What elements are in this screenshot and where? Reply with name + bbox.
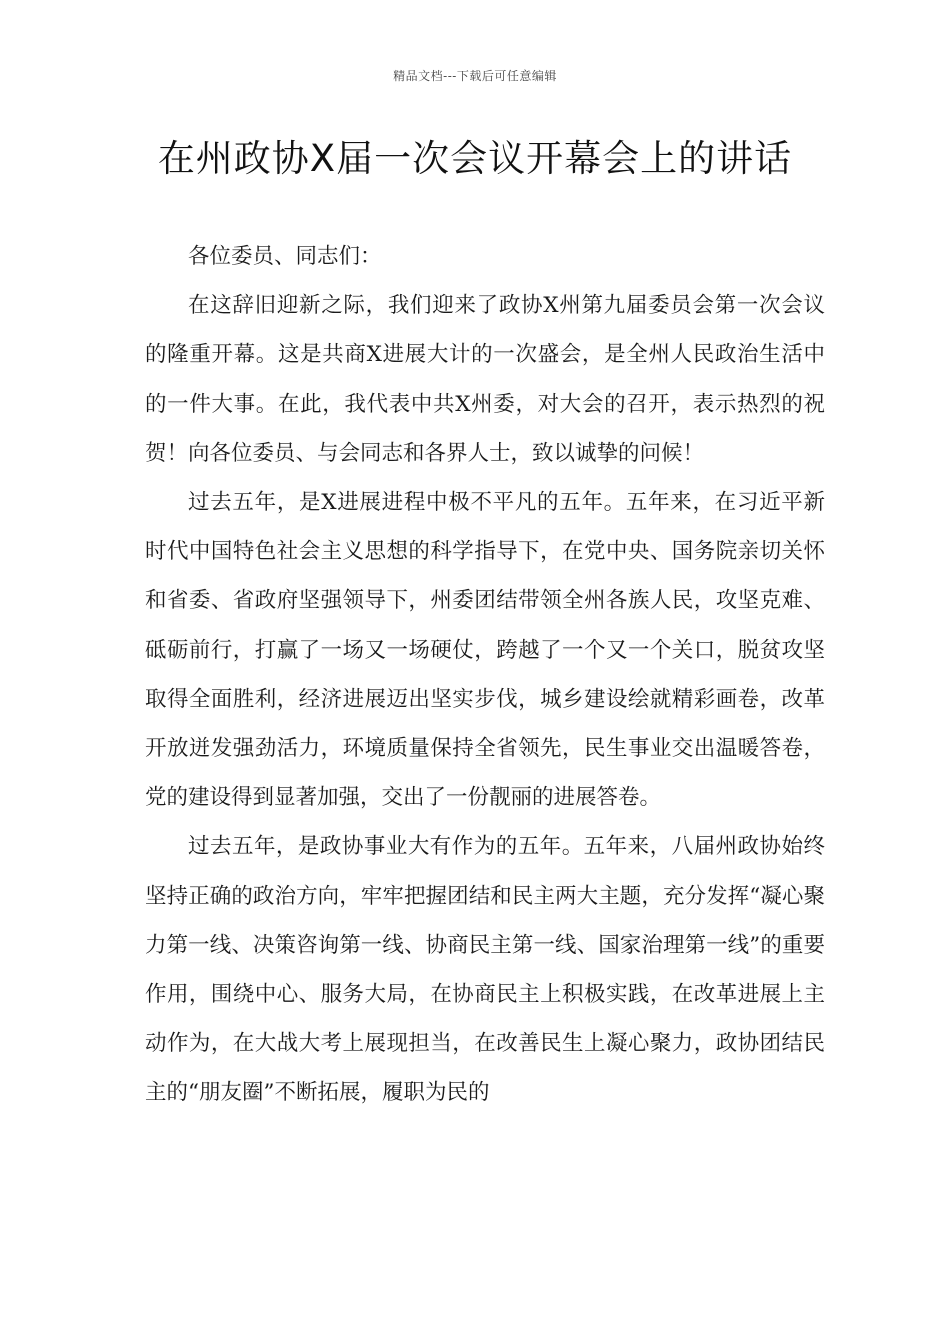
paragraph-3: 过去五年，是政协事业大有作为的五年。五年来，八届州政协始终坚持正确的政治方向，牢牢把握团结和民主两大主题，充分发挥“凝心聚力第一线、决策咨询第一线、协商民主第一线、国家治理第一线”的重要作用，围绕中心、服务大局，在协商民主上积极实践，在改革进展上主动作为，在大战大考上展现担当，在改善民生上凝心聚力，政协团结民主的“朋友圈”不断拓展，履职为民的 bbox=[145, 834, 825, 1106]
salutation: 各位委员、同志们： bbox=[188, 244, 382, 269]
paragraph-2: 过去五年，是X进展进程中极不平凡的五年。五年来，在习近平新时代中国特色社会主义思想的科学指导下，在党中央、国务院亲切关怀和省委、省政府坚强领导下，州委团结带领全州各族人民，攻坚克难、砥砺前行，打赢了一场又一场硬仗，跨越了一个又一个关口，脱贫攻坚取得全面胜利，经济进展迈出坚实步伐，城乡建设绘就精彩画卷，改革开放迸发强劲活力，环境质量保持全省领先，民生事业交出温暖答卷，党的建设得到显著加强，交出了一份靓丽的进展答卷。 bbox=[145, 490, 825, 811]
document-body bbox=[145, 232, 825, 1118]
header-note: 精品文档---下载后可任意编辑 bbox=[393, 69, 557, 83]
page-title: 在州政协X届一次会议开幕会上的讲话 bbox=[157, 137, 793, 180]
paragraph-1: 在这辞旧迎新之际，我们迎来了政协X州第九届委员会第一次会议的隆重开幕。这是共商X进展大计的一次盛会，是全州人民政治生活中的一件大事。在此，我代表中共X州委，对大会的召开，表示热烈的祝贺！向各位委员、与会同志和各界人士，致以诚挚的问候！ bbox=[145, 293, 825, 466]
